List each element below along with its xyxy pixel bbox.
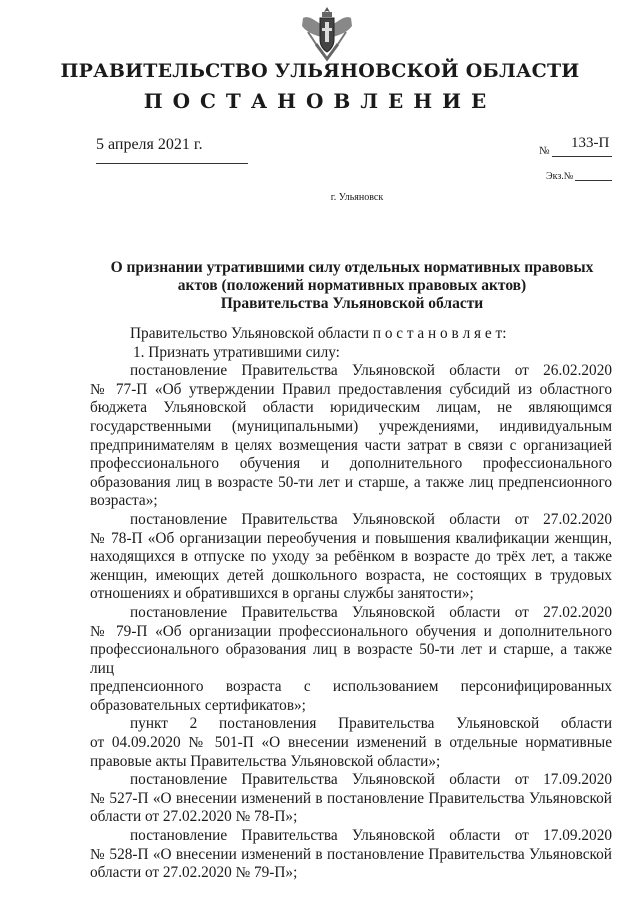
- document-heading: [94, 259, 610, 313]
- document-body: [90, 325, 612, 883]
- document-type: ПОСТАНОВЛЕНИЕ: [143, 89, 497, 113]
- body-line: бюджета Ульяновской области юридическим лицам, не являющимся: [90, 399, 612, 417]
- body-line: предпенсионного возраста с использованием персонифицированных: [90, 678, 612, 696]
- body-line: от 04.09.2020 № 501-П «О внесении изменений в отдельные нормативные: [90, 734, 612, 752]
- body-line: государственными (муниципальными) учреждениями, индивидуальным: [90, 417, 612, 435]
- body-line: правовые акты Правительства Ульяновской области»;: [90, 752, 441, 770]
- body-line: области от 27.02.2020 № 79-П»;: [90, 864, 298, 882]
- city: г. Ульяновск: [330, 192, 384, 203]
- number-label: №: [539, 145, 550, 157]
- body-line: пункт 2 постановления Правительства Ульяновской области: [130, 715, 612, 733]
- copy-number-label: Экз.№: [546, 171, 574, 182]
- body-line: профессионального образования лиц в возрасте 50-ти лет и старше, а также лиц: [90, 641, 612, 677]
- heading-line: О признании утратившими силу отдельных нормативных правовых: [110, 259, 594, 276]
- body-line: образования лиц в возрасте 50-ти лет и старше, а также лиц предпенсионного: [90, 473, 612, 491]
- body-line: профессионального обучения и дополнительного профессионального: [90, 455, 612, 473]
- body-line: № 528-П «О внесении изменений в постановление Правительства Ульяновской: [90, 845, 612, 863]
- heading-line: актов (положений нормативных правовых актов): [177, 277, 527, 294]
- copy-number-underline: [575, 180, 612, 181]
- heading-line: Правительства Ульяновской области: [220, 295, 484, 312]
- date-underline: [96, 163, 248, 164]
- body-line: находящихся в отпуске по уходу за ребёнком в возрасте до трёх лет, а также: [90, 548, 612, 566]
- organization-title: ПРАВИТЕЛЬСТВО УЛЬЯНОВСКОЙ ОБЛАСТИ: [60, 60, 580, 82]
- body-line: постановление Правительства Ульяновской области от 27.02.2020: [130, 603, 612, 621]
- body-line: предпринимателям в целях возмещения части затрат в связи с организацией: [90, 436, 612, 454]
- body-line: Правительство Ульяновской области п о с т а н о в л я е т:: [130, 325, 507, 342]
- coat-of-arms-emblem: [298, 4, 356, 62]
- body-line: постановление Правительства Ульяновской области от 27.02.2020: [130, 510, 612, 528]
- body-line: области от 27.02.2020 № 78-П»;: [90, 808, 298, 826]
- body-line: постановление Правительства Ульяновской области от 26.02.2020: [130, 362, 612, 380]
- document-number: 133-П: [571, 135, 610, 151]
- document-date: 5 апреля 2021 г.: [96, 136, 203, 153]
- number-underline: [552, 156, 612, 157]
- body-line: возраста»;: [90, 492, 158, 510]
- body-line: № 527-П «О внесении изменений в постановление Правительства Ульяновской: [90, 789, 612, 807]
- body-line: 1. Признать утратившими силу:: [133, 343, 340, 361]
- body-line: отношениях и обратившихся в органы службы занятости»;: [90, 585, 474, 603]
- body-line: № 79-П «Об организации профессионального обучения и дополнительного: [90, 622, 612, 640]
- body-line: женщин, имеющих детей дошкольного возраста, не состоящих в трудовых: [90, 566, 612, 584]
- body-line: постановление Правительства Ульяновской области от 17.09.2020: [130, 771, 612, 789]
- body-line: № 77-П «Об утверждении Правил предоставления субсидий из областного: [90, 380, 612, 398]
- body-line: образовательных сертификатов»;: [90, 696, 306, 714]
- body-line: № 78-П «Об организации переобучения и повышения квалификации женщин,: [90, 529, 612, 547]
- body-line: постановление Правительства Ульяновской области от 17.09.2020: [130, 827, 612, 845]
